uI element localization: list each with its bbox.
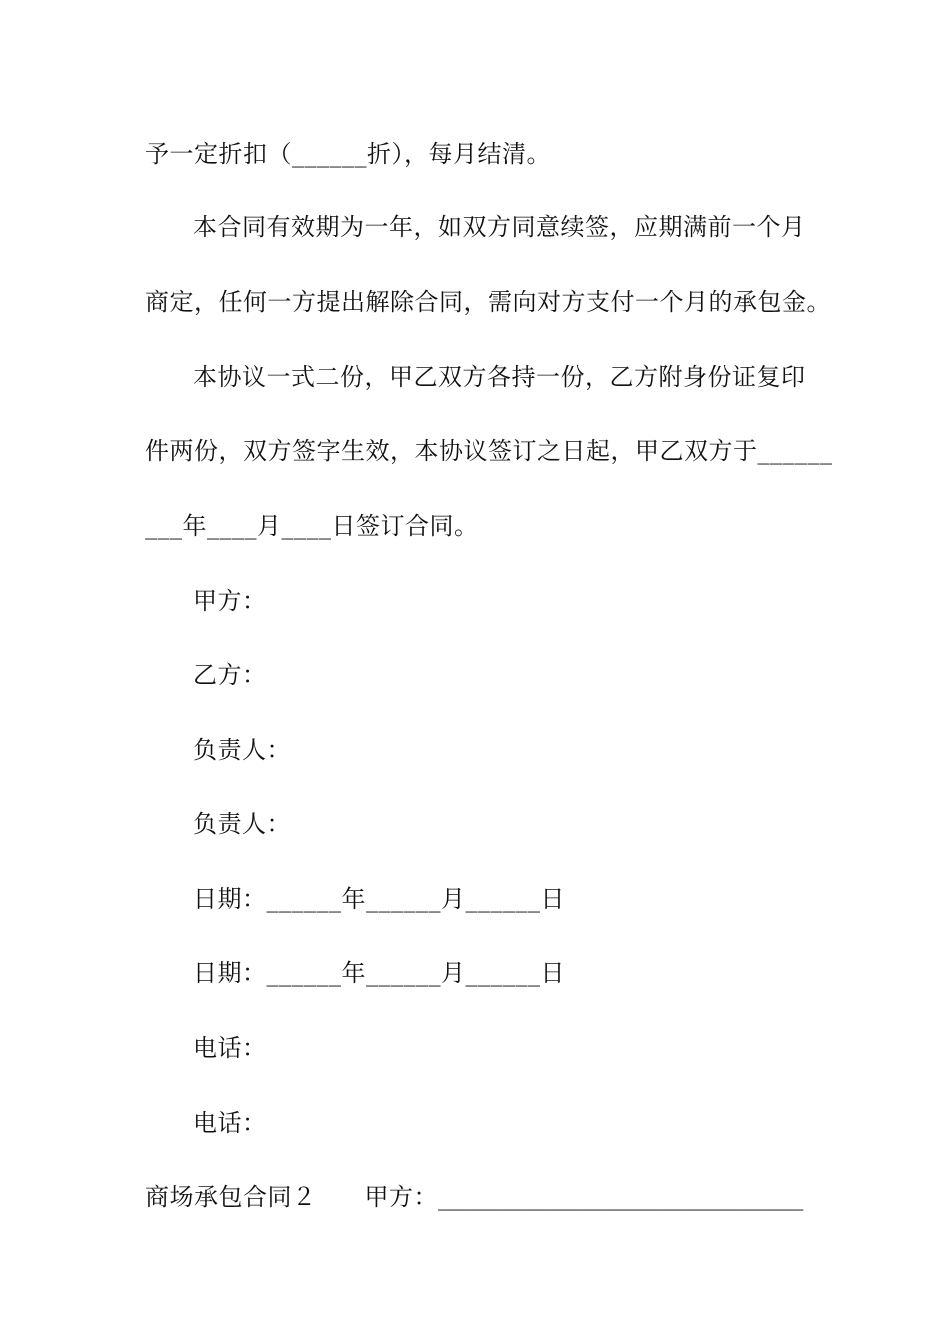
- party-b-phone: 电话：: [193, 1109, 267, 1137]
- contract-text-line: 本合同有效期为一年，如双方同意续签，应期满前一个月: [193, 213, 806, 241]
- contract-text-line: 予一定折扣（______折），每月结清。: [145, 140, 551, 168]
- contract-text-line: 商定，任何一方提出解除合同，需向对方支付一个月的承包金。: [145, 288, 831, 316]
- contract-text-line: 本协议一式二份，甲乙双方各持一份，乙方附身份证复印: [193, 363, 806, 391]
- next-contract-party-a-blank: ________________________________: [438, 1183, 803, 1211]
- party-a-date: 日期：______年______月______日: [193, 885, 565, 913]
- party-b-responsible-person: 负责人：: [193, 810, 291, 838]
- party-b-date: 日期：______年______月______日: [193, 959, 565, 987]
- next-contract-title: 商场承包合同２: [145, 1183, 317, 1211]
- party-b-signature: 乙方：: [193, 661, 267, 689]
- contract-text-line: 件两份，双方签字生效，本协议签订之日起，甲乙双方于______: [145, 437, 833, 465]
- party-a-responsible-person: 负责人：: [193, 736, 291, 764]
- party-a-signature: 甲方：: [193, 587, 267, 615]
- next-contract-heading: [145, 1181, 810, 1213]
- next-contract-party-a-label: 甲方：: [364, 1183, 438, 1211]
- party-a-phone: 电话：: [193, 1034, 267, 1062]
- contract-text-line: ___年____月____日签订合同。: [145, 512, 479, 540]
